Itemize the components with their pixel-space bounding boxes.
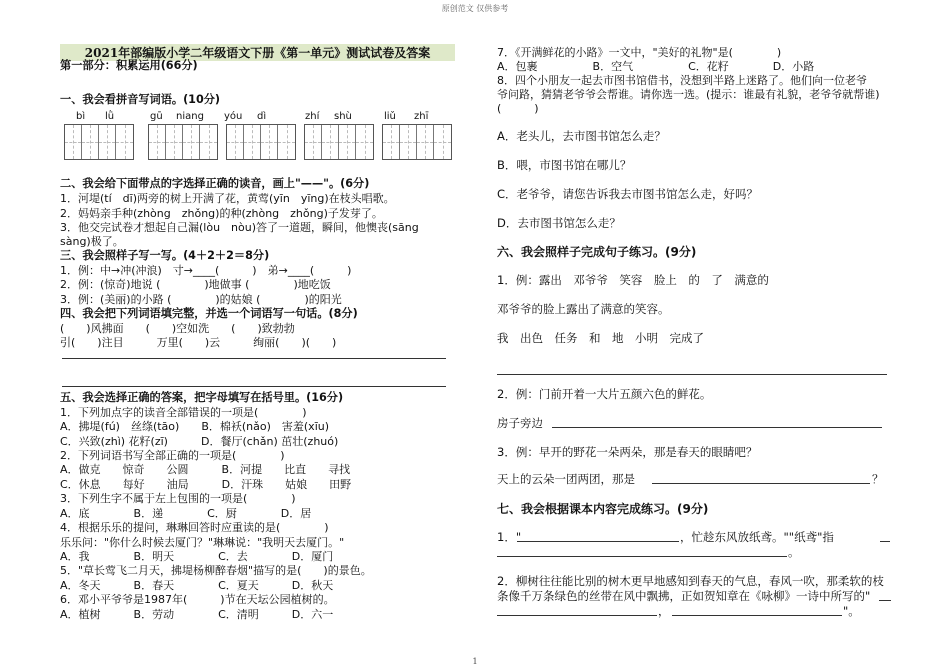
- question-line: ，忙趁东风放纸鸢。""纸鸢"指: [680, 530, 834, 544]
- page-number: 1: [472, 657, 478, 666]
- question-line: ？: [872, 472, 884, 486]
- question-line: 1．例：露出 邓爷爷 笑容 脸上 的 了 满意的: [497, 273, 769, 287]
- question-line: A．拂堤(fú) 丝绦(tāo) B．棉袄(nǎo) 害羞(xīu): [60, 420, 330, 433]
- question-line: 1．河堤(tí dī)两旁的树上开满了花，黄莺(yīn yīng)在枝头唱歌。: [60, 192, 395, 205]
- question-line: 邓爷爷的脸上露出了满意的笑容。: [497, 302, 670, 316]
- question-line: A．我 B．明天 C．去 D．厦门: [60, 550, 334, 563]
- question-line: 爷问路，猜猜老爷爷会帮谁。请你选一选。(提示：谁最有礼貌，老爷爷就帮谁): [497, 88, 880, 101]
- question-line: 2．下列词语书写全部正确的一项是( ): [60, 449, 285, 462]
- question-line: C．兴致(zhì) 花籽(zī) D．餐厅(chǎn) 茁壮(zhuó): [60, 435, 339, 448]
- question-line: 。: [788, 545, 800, 559]
- question-line: 8．四个小朋友一起去市图书馆借书，没想到半路上迷路了。他们向一位老爷: [497, 74, 867, 87]
- pinyin: zhí: [305, 111, 320, 122]
- writing-grid[interactable]: [64, 124, 134, 160]
- pinyin: yóu: [224, 111, 243, 122]
- option-d: D．去市图书馆怎么走？: [497, 216, 621, 230]
- pinyin: lǜ: [105, 111, 115, 122]
- section2-heading: 二、我会给下面带点的字选择正确的读音，画上"——"。(6分): [60, 177, 370, 190]
- question-line: ，: [658, 604, 670, 618]
- question-line: 我 出色 任务 和 地 小明 完成了: [497, 331, 704, 345]
- question-line: 1．": [497, 530, 522, 544]
- question-line: A．植树 B．劳动 C．清明 D．六一: [60, 608, 334, 621]
- question-line: sàng)极了。: [60, 235, 124, 248]
- question-line: 2．例：(惊奇)地说 ( )地做事 ( )地吃饭: [60, 278, 331, 291]
- question-line: 3．例：早开的野花一朵两朵，那是春天的眼睛吧？: [497, 445, 758, 459]
- question-line: 3．例：(美丽)的小路 ( )的姑娘 ( )的阳光: [60, 293, 342, 306]
- answer-line[interactable]: [880, 541, 890, 542]
- question-line: 2．柳树往往能比别的树木更早地感知到春天的气息，春风一吹，那柔软的枝: [497, 574, 884, 588]
- answer-line[interactable]: [552, 427, 882, 428]
- section3-heading: 三、我会照样子写一写。(4＋2＋2＝8分): [60, 249, 270, 262]
- pinyin: niang: [176, 111, 204, 122]
- pinyin: liǔ: [384, 111, 396, 122]
- writing-grid[interactable]: [304, 124, 374, 160]
- question-line: C．休息 每好 油局 D．汗珠 姑娘 田野: [60, 478, 352, 491]
- writing-grid[interactable]: [382, 124, 452, 160]
- answer-line[interactable]: [497, 556, 787, 557]
- question-line: 引( )注目 万里( )云 绚丽( )( ): [60, 336, 337, 349]
- section6-heading: 六、我会照样子完成句子练习。(9分): [497, 245, 697, 259]
- question-line: 3．他交完试卷才想起自己漏(lòu nòu)答了一道题，瞬间，他懊丧(sāng: [60, 221, 419, 234]
- question-line: 天上的云朵一团两团，那是: [497, 472, 635, 486]
- option-a: A．老头儿，去市图书馆怎么走？: [497, 129, 666, 143]
- writing-grid[interactable]: [148, 124, 218, 160]
- option-b: B．喂，市图书馆在哪儿？: [497, 158, 632, 172]
- question-line: 5．"草长莺飞二月天，拂堤杨柳醉春烟"描写的是( )的景色。: [60, 564, 372, 577]
- question-line: ( )风拂面 ( )空如洗 ( )致勃勃: [60, 322, 295, 335]
- section1-heading: 一、我会看拼音写词语。(10分): [60, 93, 221, 106]
- pinyin: dì: [257, 111, 267, 122]
- part-heading: 第一部分：积累运用(66分): [60, 59, 198, 72]
- question-line: 房子旁边: [497, 416, 543, 430]
- answer-line[interactable]: [672, 615, 842, 616]
- answer-line[interactable]: [497, 374, 887, 375]
- pinyin: zhī: [414, 111, 429, 122]
- document-title: 2021年部编版小学二年级语文下册《第一单元》测试试卷及答案: [60, 44, 455, 61]
- pinyin: bì: [76, 111, 86, 122]
- answer-line[interactable]: [879, 600, 891, 601]
- question-line: 7．《开满鲜花的小路》一文中，"美好的礼物"是( ): [497, 46, 782, 59]
- question-line: 2．妈妈亲手种(zhòng zhǒng)的种(zhòng zhǒng)子发芽了。: [60, 207, 383, 220]
- question-line: 2．例：门前开着一大片五颜六色的鲜花。: [497, 387, 712, 401]
- question-line: A．做克 惊奇 公圆 B．河提 比直 寻找: [60, 463, 351, 476]
- question-line: A．包裹 B．空气 C．花籽 D．小路: [497, 60, 815, 73]
- pinyin: gū: [150, 111, 163, 122]
- question-line: 4．根据乐乐的提问，琳琳回答时应重读的是( ): [60, 521, 329, 534]
- question-line: 6．邓小平爷爷是1987年( )节在天坛公园植树的。: [60, 593, 335, 606]
- answer-line[interactable]: [652, 483, 870, 484]
- answer-line[interactable]: [497, 615, 657, 616]
- watermark: 原创范文 仅供参考: [441, 4, 509, 13]
- question-line: 1．例：中→冲(冲浪) 寸→____( ) 弟→____( ): [60, 264, 352, 277]
- question-line: ( ): [497, 102, 539, 115]
- question-line: 条像千万条绿色的丝带在风中飘拂，正如贺知章在《咏柳》一诗中所写的": [497, 589, 871, 603]
- section7-heading: 七、我会根据课本内容完成练习。(9分): [497, 502, 709, 516]
- question-line: "。: [843, 604, 860, 618]
- question-line: 1．下列加点字的读音全部错误的一项是( ): [60, 406, 307, 419]
- answer-line[interactable]: [62, 358, 446, 359]
- writing-grid[interactable]: [226, 124, 296, 160]
- answer-line[interactable]: [62, 386, 446, 387]
- section5-heading: 五、我会选择正确的答案，把字母填写在括号里。(16分): [60, 391, 344, 404]
- pinyin-row: [72, 111, 442, 123]
- question-line: A．冬天 B．春天 C．夏天 D．秋天: [60, 579, 334, 592]
- question-line: 乐乐问："你什么时候去厦门？"琳琳说："我明天去厦门。": [60, 536, 345, 549]
- section4-heading: 四、我会把下列词语填完整，并选一个词语写一句话。(8分): [60, 307, 358, 320]
- pinyin: shù: [334, 111, 352, 122]
- question-line: 3．下列生字不属于左上包围的一项是( ): [60, 492, 296, 505]
- answer-line[interactable]: [517, 541, 679, 542]
- question-line: A．底 B．递 C．厨 D．居: [60, 507, 312, 520]
- option-c: C．老爷爷，请您告诉我去市图书馆怎么走，好吗？: [497, 187, 759, 201]
